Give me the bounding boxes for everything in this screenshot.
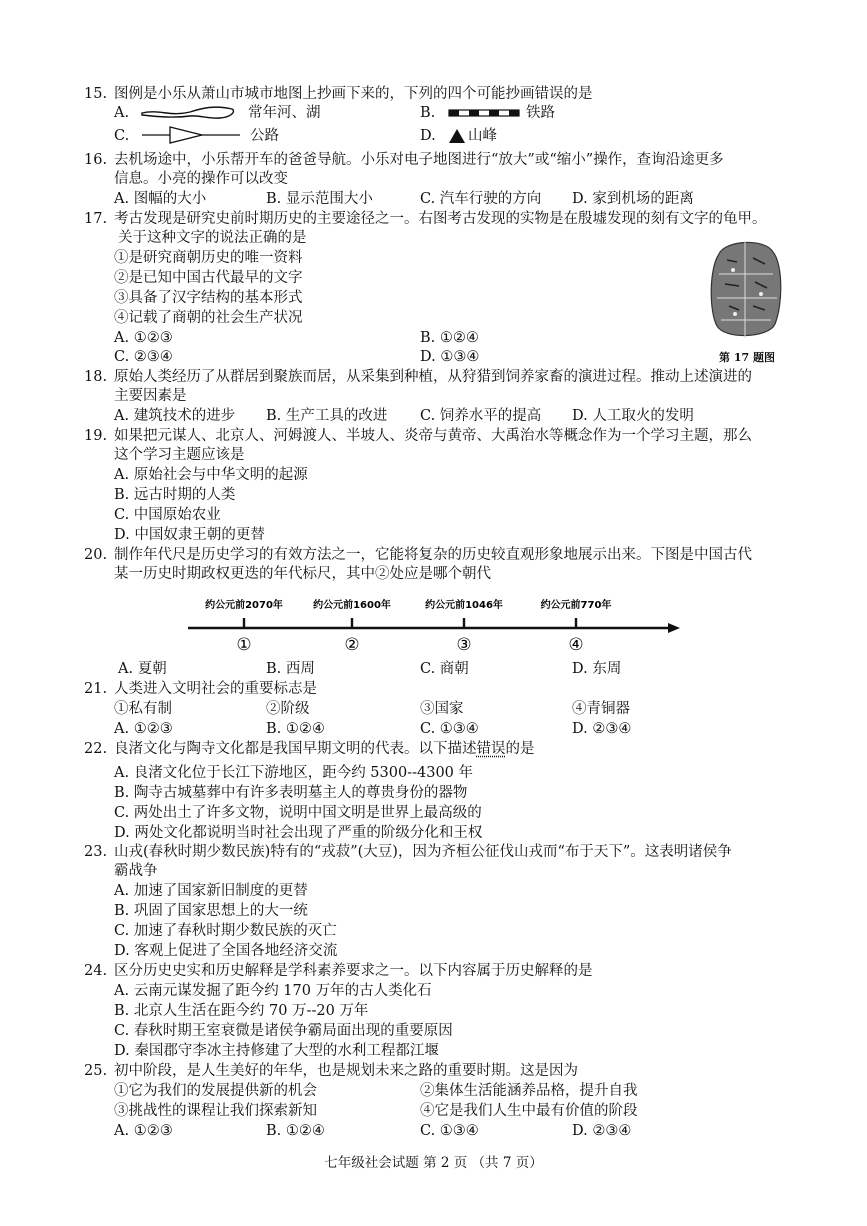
- q25-number: 25.: [84, 1063, 108, 1079]
- q20-option-d[interactable]: D. 东周: [572, 661, 622, 677]
- q20-number: 20.: [84, 547, 108, 563]
- q15-option-b[interactable]: B.: [420, 105, 436, 121]
- q16-number: 16.: [84, 152, 108, 168]
- q25-item-1: ①它为我们的发展提供新的机会: [114, 1083, 317, 1099]
- q20-stem-line2: 某一历史时期政权更迭的年代标尺，其中②处应是哪个朝代: [114, 566, 491, 582]
- q19-option-d[interactable]: D. 中国奴隶王朝的更替: [114, 527, 265, 543]
- q17-statement-4: ④记载了商朝的社会生产状况: [114, 310, 303, 326]
- q22-stem: 良渚文化与陶寺文化都是我国早期文明的代表。以下描述错误的是: [114, 741, 535, 757]
- q24-stem: 区分历史史实和历史解释是学科素养要求之一。以下内容属于历史解释的是: [114, 963, 593, 979]
- q25-item-4: ④它是我们人生中最有价值的阶段: [420, 1103, 638, 1119]
- q18-option-b[interactable]: B. 生产工具的改进: [266, 408, 388, 424]
- q15-number: 15.: [84, 86, 108, 102]
- q21-item-3: ③国家: [420, 701, 464, 717]
- q16-stem-line1: 去机场途中，小乐帮开车的爸爸导航。小乐对电子地图进行“放大”或“缩小”操作，查询沿途更多: [114, 152, 724, 168]
- q21-option-c[interactable]: C. ①③④: [420, 721, 479, 737]
- timeline-period-marker: ④: [568, 635, 584, 654]
- page-footer: 七年级社会试题 第 2 页 （共 7 页）: [324, 1155, 543, 1171]
- dynasty-timeline: [180, 592, 690, 654]
- q17-stem-line2: 关于这种文字的说法正确的是: [118, 230, 307, 246]
- q18-option-a[interactable]: A. 建筑技术的进步: [114, 408, 236, 424]
- q19-stem-line2: 这个学习主题应该是: [114, 447, 245, 463]
- q18-number: 18.: [84, 369, 108, 385]
- q15-stem: 图例是小乐从萧山市城市地图上抄画下来的，下列的四个可能抄画错误的是: [114, 86, 593, 102]
- emphasis-mark: 错误: [476, 741, 506, 757]
- q24-option-a[interactable]: A. 云南元谋发掘了距今约 170 万年的古人类化石: [114, 983, 432, 999]
- q22-number: 22.: [84, 741, 108, 757]
- q15-option-d[interactable]: D.: [420, 128, 436, 144]
- q24-option-b[interactable]: B. 北京人生活在距今约 70 万--20 万年: [114, 1003, 369, 1019]
- q24-number: 24.: [84, 963, 108, 979]
- q21-number: 21.: [84, 681, 108, 697]
- timeline-date-label: 约公元前1046年: [425, 600, 503, 611]
- q23-stem-line2: 霸战争: [114, 863, 158, 879]
- river-lake-icon: [140, 103, 236, 123]
- q23-stem-line1: 山戎(春秋时期少数民族)特有的“戎菽”(大豆)，因为齐桓公征伐山戎而“布于天下”。这表明诸侯争: [114, 844, 732, 860]
- q25-option-b[interactable]: B. ①②④: [266, 1123, 325, 1139]
- q25-option-c[interactable]: C. ①③④: [420, 1123, 479, 1139]
- q17-option-a[interactable]: A. ①②③: [114, 330, 173, 346]
- q15-option-c[interactable]: C.: [114, 128, 130, 144]
- q24-option-c[interactable]: C. 春秋时期王室衰微是诸侯争霸局面出现的重要原因: [114, 1023, 453, 1039]
- railway-icon: [448, 106, 520, 120]
- q25-option-a[interactable]: A. ①②③: [114, 1123, 173, 1139]
- q21-option-d[interactable]: D. ②③④: [572, 721, 632, 737]
- q22-option-a[interactable]: A. 良渚文化位于长江下游地区，距今约 5300--4300 年: [114, 765, 474, 781]
- q21-item-2: ②阶级: [266, 701, 310, 717]
- q22-option-c[interactable]: C. 两处出土了许多文物，说明中国文明是世界上最高级的: [114, 805, 482, 821]
- q21-item-1: ①私有制: [114, 701, 172, 717]
- q23-option-c[interactable]: C. 加速了春秋时期少数民族的灭亡: [114, 923, 337, 939]
- q22-option-d[interactable]: D. 两处文化都说明当时社会出现了严重的阶级分化和王权: [114, 825, 483, 841]
- q18-stem-line1: 原始人类经历了从群居到聚族而居，从采集到种植，从狩猎到饲养家畜的演进过程。推动上述演进的: [114, 369, 752, 385]
- q25-item-3: ③挑战性的课程让我们探索新知: [114, 1103, 317, 1119]
- q17-number: 17.: [84, 211, 108, 227]
- q17-option-b[interactable]: B. ①②④: [420, 330, 479, 346]
- q25-stem: 初中阶段，是人生美好的年华，也是规划未来之路的重要时期。这是因为: [114, 1063, 578, 1079]
- q17-statement-2: ②是已知中国古代最早的文字: [114, 270, 303, 286]
- oracle-bone-turtle-shell-image: [705, 234, 785, 346]
- q15-option-a-text: 常年河、湖: [248, 105, 321, 121]
- q23-option-d[interactable]: D. 客观上促进了全国各地经济交流: [114, 943, 338, 959]
- timeline-date-label: 约公元前1600年: [313, 600, 391, 611]
- q21-option-a[interactable]: A. ①②③: [114, 721, 173, 737]
- q19-stem-line1: 如果把元谋人、北京人、河姆渡人、半坡人、炎帝与黄帝、大禹治水等概念作为一个学习主题，那么: [114, 428, 752, 444]
- timeline-period-marker: ③: [456, 635, 472, 654]
- q17-figure-caption: 第 17 题图: [719, 351, 775, 364]
- q20-option-b[interactable]: B. 西周: [266, 661, 315, 677]
- q15-option-b-text: 铁路: [526, 105, 555, 121]
- q20-option-c[interactable]: C. 商朝: [420, 661, 469, 677]
- q21-stem: 人类进入文明社会的重要标志是: [114, 681, 317, 697]
- q19-number: 19.: [84, 428, 108, 444]
- option-letter: A.: [114, 105, 130, 121]
- q19-option-c[interactable]: C. 中国原始农业: [114, 507, 221, 523]
- q21-option-b[interactable]: B. ①②④: [266, 721, 325, 737]
- q17-option-c[interactable]: C. ②③④: [114, 349, 173, 365]
- q25-item-2: ②集体生活能涵养品格，提升自我: [420, 1083, 638, 1099]
- q20-option-a[interactable]: A. 夏朝: [118, 661, 167, 677]
- q23-number: 23.: [84, 844, 108, 860]
- q15-option-d-text: 山峰: [468, 128, 497, 144]
- q20-stem-line1: 制作年代尺是历史学习的有效方法之一，它能将复杂的历史较直观形象地展示出来。下图是中国古代: [114, 547, 752, 563]
- q24-option-d[interactable]: D. 秦国郡守李冰主持修建了大型的水利工程都江堰: [114, 1043, 439, 1059]
- q19-option-b[interactable]: B. 远古时期的人类: [114, 487, 236, 503]
- q16-option-d[interactable]: D. 家到机场的距离: [572, 191, 694, 207]
- q17-statement-1: ①是研究商朝历史的唯一资料: [114, 250, 303, 266]
- q16-option-a[interactable]: A. 图幅的大小: [114, 191, 207, 207]
- timeline-arrow-icon: [668, 623, 680, 633]
- q23-option-a[interactable]: A. 加速了国家新旧制度的更替: [114, 883, 308, 899]
- q16-option-b[interactable]: B. 显示范围大小: [266, 191, 373, 207]
- timeline-period-marker: ①: [236, 635, 252, 654]
- q18-stem-line2: 主要因素是: [114, 388, 187, 404]
- q17-stem-line1: 考古发现是研究史前时期历史的主要途径之一。右图考古发现的实物是在殷墟发现的刻有文字的龟甲。: [114, 211, 767, 227]
- timeline-period-marker: ②: [344, 635, 360, 654]
- q22-option-b[interactable]: B. 陶寺古城墓葬中有许多表明墓主人的尊贵身份的器物: [114, 785, 468, 801]
- q21-item-4: ④青铜器: [572, 701, 630, 717]
- q15-option-c-text: 公路: [250, 128, 279, 144]
- road-icon: [140, 124, 244, 146]
- q15-option-a[interactable]: [114, 104, 129, 122]
- q18-option-c[interactable]: C. 饲养水平的提高: [420, 408, 542, 424]
- q17-option-d[interactable]: D. ①③④: [420, 349, 480, 365]
- timeline-date-label: 约公元前2070年: [205, 600, 283, 611]
- q19-option-a[interactable]: A. 原始社会与中华文明的起源: [114, 467, 308, 483]
- timeline-date-label: 约公元前770年: [540, 600, 612, 611]
- q17-statement-3: ③具备了汉字结构的基本形式: [114, 290, 303, 306]
- q16-stem-line2: 信息。小亮的操作可以改变: [114, 171, 288, 187]
- q18-option-d[interactable]: D. 人工取火的发明: [572, 408, 694, 424]
- q23-option-b[interactable]: B. 巩固了国家思想上的大一统: [114, 903, 308, 919]
- q25-option-d[interactable]: D. ②③④: [572, 1123, 632, 1139]
- mountain-peak-icon: [448, 128, 466, 144]
- q16-option-c[interactable]: C. 汽车行驶的方向: [420, 191, 542, 207]
